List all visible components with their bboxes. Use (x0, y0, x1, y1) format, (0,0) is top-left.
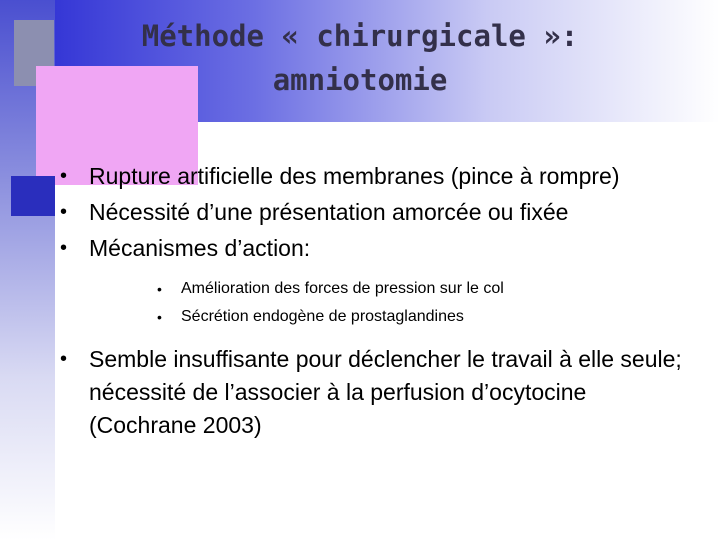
bullet-marker: • (60, 165, 68, 187)
bullet-marker: • (60, 237, 68, 259)
bullet-text: Semble insuffisante pour déclencher le travail à elle seule; nécessité de l’associer à la perfusion d’ocytocine (Cochrane 2003) (89, 346, 682, 438)
sub-bullet-item (157, 275, 700, 303)
sub-bullet-text: Sécrétion endogène de prostaglandines (181, 308, 464, 325)
bullet-marker: • (60, 348, 68, 370)
bullet-text: Mécanismes d’action: (89, 235, 311, 261)
bullet-text: Rupture artificielle des membranes (pince à rompre) (89, 163, 620, 189)
sub-bullet-text: Amélioration des forces de pression sur le col (181, 280, 504, 297)
sub-bullet-marker: • (157, 309, 162, 325)
title-line-1: Méthode « chirurgicale »: (141, 19, 579, 53)
bullet-item (60, 196, 700, 229)
bullet-text: Nécessité d’une présentation amorcée ou fixée (89, 199, 569, 225)
sub-bullet-item (157, 303, 700, 331)
bullet-item (60, 343, 700, 442)
sub-bullet-list (157, 275, 700, 331)
bullet-marker: • (60, 201, 68, 223)
sub-bullet-marker: • (157, 281, 162, 297)
title-line-2: amniotomie (272, 63, 448, 97)
slide-title (60, 14, 660, 102)
bullet-list (60, 160, 700, 445)
decorative-blue-square (11, 176, 55, 216)
bullet-item (60, 232, 700, 331)
bullet-item (60, 160, 700, 193)
